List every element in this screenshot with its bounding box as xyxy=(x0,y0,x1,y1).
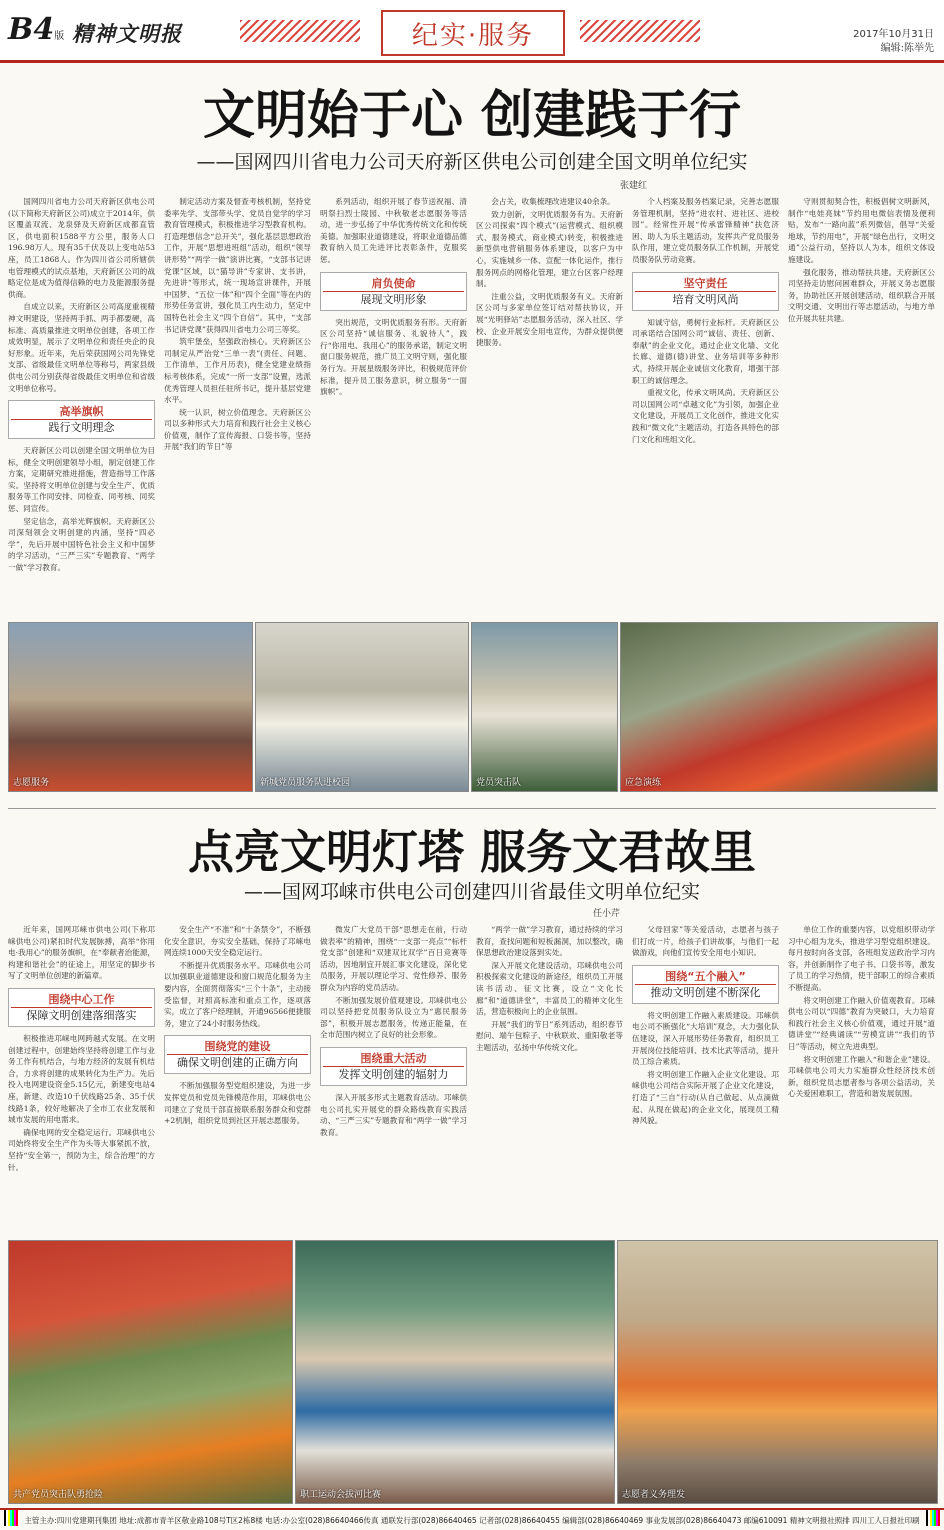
paragraph: 会占关，收集梳理改进建议40余条。 xyxy=(491,197,615,206)
paragraph: “两学一做”学习教育，通过持续的学习教育，查找问题和短板漏洞，加以整改，确保思想政治建设落到实处。 xyxy=(476,925,623,958)
paragraph: 父母回家”等关爱活动，志愿者与孩子们打成一片，给孩子们讲故事，与他们一起做游戏，向他们宣传安全用电小知识。 xyxy=(632,925,779,958)
story1-body xyxy=(8,196,936,616)
story2-photo-volunteer-haircut xyxy=(617,1240,938,1504)
section-divider xyxy=(8,808,936,809)
paragraph: 知诚守信，勇树行业标杆。天府新区公司承诺结合国网公司“诚信、责任、创新、奉献”的企业文化，通过企业文化墙、文化长廊、道德(德)讲堂、业务培训等多种形式，持续开展企业诚信文化教育，增强干部职工的诚信理念。 xyxy=(632,317,779,385)
story2-subhead-3 xyxy=(320,1047,467,1086)
story2-column-1 xyxy=(8,924,155,1234)
paragraph: 守则贯彻契合性，积极倡树文明新风，制作“电娃亮妹”节约用电微信表情及便利贴，发布“一路向蓝”系列微信，倡导“关爱地球，节约用电”，开展“绿色出行，文明交通”公益行动，坚持以人为本，组织文体设施建设。 xyxy=(788,197,935,264)
paragraph: 近年来，国网邛崃市供电公司(下称邛崃供电公司)紧扣时代发展脉搏，高举“你用电·我用心”的服务旗帜，在“奉献者治能源，构建和谐社会”的征途上，用坚定的脚步书写了文明单位创建的新篇章。 xyxy=(8,925,155,981)
photo-caption: 党员突击队 xyxy=(476,778,522,788)
section-title xyxy=(381,10,565,56)
subhead-line2: 推动文明创建不断深化 xyxy=(635,984,776,1000)
paragraph: 不断提升优质服务水平。邛崃供电公司以加强职业道德建设和窗口规范化服务为主要内容，全面贯彻落实“三个十条”，主动接受监督，对照高标准和重点工作，逐项落实，成立了客户经理制，开通96566便捷服务，建立了24小时服务热线。 xyxy=(164,960,311,1028)
footer-text: 主管主办:四川党建期刊集团 地址:成都市青羊区敬业路108号T区2栋8楼 电话:办公室(028)86640466传真 通联发行部(028)86640465 记者部(028)86640455 编辑部(028)86640469 事业发展部(028)86640473 邮编610091 精神文明报社照排 四川工人日报社印刷 xyxy=(24,1515,920,1525)
subhead-line1: 围绕“五个融入” xyxy=(665,969,746,983)
story1-column-2 xyxy=(164,196,311,616)
story1-photo-emergency-drill xyxy=(620,622,938,792)
paragraph: 单位工作的重要内容，以党组织带动学习中心组为龙头，推进学习型党组织建设。每月按时向各支部，各班组发送政治学习内容，并创新制作了电子书、口袋书等，激发了员工的学习热情，使干部职工的综合素质不断提高。 xyxy=(788,925,935,992)
subhead-line2: 保障文明创建落细落实 xyxy=(11,1007,152,1023)
section-title-text: 纪实·服务 xyxy=(411,20,535,51)
photo-caption: 志愿服务 xyxy=(13,778,50,788)
photo-caption: 职工运动会拔河比赛 xyxy=(300,1490,382,1500)
subhead-line2: 践行文明理念 xyxy=(11,419,152,435)
story2-column-3 xyxy=(320,924,467,1234)
paragraph: 将文明创建工作融入价值观教育。邛崃供电公司以“四德”教育为突破口，大力培育和践行社会主义核心价值观，通过开展“道德讲堂”“经典诵读”“劳模宣讲”“我们的节日”等活动，树立先进典型。 xyxy=(788,995,935,1051)
story1-subhead-2 xyxy=(320,272,467,311)
date-block xyxy=(853,28,934,56)
story1-subhead-1 xyxy=(8,400,155,439)
paragraph: 致力创新，文明优质服务有为。天府新区公司探索“四个模式”(运营模式、组织模式、服务模式、商业模式)转变，积极推进新型供电营销服务体系建设，以客户为中心，实施城乡一体、宣配一体化运作，推行服务网点的网格化管理，建立台区客户经理制。 xyxy=(476,209,623,289)
photo-caption: 共产党员突击队勇抢险 xyxy=(13,1490,104,1500)
decorative-hatch-left xyxy=(240,20,360,42)
paragraph: 微发广大党员干部“思想走在前，行动做表率”的精神，围绕“一支部一亮点”“标杆党支部”创建和“双建双比双学”百日竞赛等活动，因地制宜开展汇事文化建设，深化党员服务，开展以理论学习、党性修养、服务群众为内容的党员活动。 xyxy=(320,925,467,992)
subhead-line1: 高举旗帜 xyxy=(59,405,104,419)
paragraph: 确保电网的安全稳定运行。邛崃供电公司始终将安全生产作为头等大事紧抓不放，坚持“安全第一，预防为主，综合治理”的方针。 xyxy=(8,1127,155,1172)
paragraph: 自成立以来，天府新区公司高度重视精神文明建设，坚持两手抓、两手都要硬，高标准、高质量推进文明单位创建，各项工作成效明显，展示了文明单位和责任央企的良好形象。近年来，先后荣获国网公司先锋党支部、省级最佳文明单位等称号，两家县级供电公司分别获得省级最佳文明单位和省级文明单位称号。 xyxy=(8,302,155,393)
story1-column-1 xyxy=(8,196,155,616)
story2-photo-tug-of-war xyxy=(295,1240,615,1504)
paragraph: 制定活动方案及督查考核机制，坚持党委率先学、支部带头学、党员自觉学的学习教育管理模式，积极推进学习型教育机构。打造理想信念“总开关”，强化基层思想政治工作，开展“思想进班组”活动，组织“领导讲形势”“两学一做”演讲比赛，“支部书记讲党课”区域，以“猫导讲”专家讲、支书讲，先进讲“等形式，统一现场宣讲课件，开展中国梦、“五位一体”和“四个全面”等在内的形势任务宣讲，强化员工内生动力，坚定中国特色社会主义“四个自信”。其中，“支部书记讲党课”获得四川省电力公司三等奖。 xyxy=(164,197,311,334)
story1-photo-campus-team xyxy=(255,622,469,792)
story1-subtitle: ——国网四川省电力公司天府新区供电公司创建全国文明单位纪实 xyxy=(196,151,748,173)
story2-column-5 xyxy=(632,924,779,1234)
story1-column-3 xyxy=(320,196,467,616)
page-number-value: B4 xyxy=(8,12,55,47)
paragraph: 积极推进邛崃电网跨越式发展。在文明创建过程中，创建始终坚持将创建工作与业务工作有机结合，与地方经济的发展有机结合，力求将创建的成果转化为生产力。先后投入电网建设资金5.15亿元，新建变电站4座，新建、改造10千伏线路25条、35千伏线路1条，较好地解决了全市工农业发展和城市发展的用电需求。 xyxy=(8,1033,155,1125)
subhead-line1: 肩负使命 xyxy=(371,276,416,290)
paragraph: 统一认识，树立价值理念。天府新区公司以多种形式大力培育和践行社会主义核心价值观，制作了宣传海报、口袋书等，坚持开展“我们的节日”等 xyxy=(164,407,311,452)
subhead-line1: 围绕中心工作 xyxy=(48,992,115,1006)
paragraph: 将文明创建工作融入企业文化建设。邛崃供电公司结合实际开展了企业文化建设，打造了“三自”行动(从自己做起、从点滴做起、从现在做起)的企业文化，展现员工精神风貌。 xyxy=(632,1069,779,1126)
photo-caption: 应急演练 xyxy=(625,778,662,788)
story1-headline: 文明始于心 创建践于行 xyxy=(202,86,742,146)
paragraph: 将文明创建工作融入“和谐企业”建设。邛崃供电公司大力实施群众性经济技术创新，组织党员志愿者参与各项公益活动，关心关爱困难职工，营造和谐发展氛围。 xyxy=(788,1054,935,1099)
paragraph: 个人档案及服务档案记录，完善志愿服务管理机制，坚持“进农村、进社区、进校园”。经常性开展“传承雷锋精神”扶危济困、助人为乐主题活动，发挥共产党员服务队作用，建立党员服务队工作机制，开展党员服务队劳动竞赛。 xyxy=(632,197,779,264)
story2-subhead-2 xyxy=(164,1035,311,1074)
story1-author: 张建红 xyxy=(620,181,648,191)
story2-photo-repair-team xyxy=(8,1240,293,1504)
footer xyxy=(0,1508,944,1530)
paragraph: 突出规范，文明优质服务有形。天府新区公司坚持“诚信服务、礼貌待人”，践行“你用电、我用心”的服务承诺，制定文明窗口服务规范，推广员工文明守则，强化服务行为。开展星级服务评比，积极规范评价标准，提升员工服务意识，树立服务“一面旗帜”。 xyxy=(320,317,467,397)
photo-caption: 新城党员服务队进校园 xyxy=(260,778,351,788)
paragraph: 坚定信念，高举光辉旗帜。天府新区公司深刻领会文明创建的内涵，坚持“四必学”，先后开展中国特色社会主义和中国梦的学习活动，“三严三实”专题教育、“两学一做”学习教育。 xyxy=(8,516,155,573)
paragraph: 深入开展多形式主题教育活动。邛崃供电公司扎实开展党的群众路线教育实践活动、“三严三实”专题教育和“两学一做”学习教育。 xyxy=(320,1092,467,1137)
subhead-line2: 确保文明创建的正确方向 xyxy=(167,1054,308,1070)
story1-photo-party-commando xyxy=(471,622,618,792)
paragraph: 国网四川省电力公司天府新区供电公司(以下简称天府新区公司)成立于2014年，供区覆盖双流、龙泉驿及天府新区成都直管区，供电面积1588平方公里，服务人口196.98万人。现有35千伏及以上变电站53座，员工1868人。作为四川省公司所辖供电管理模式的试点基地，天府新区公司的战略定位是成为值得信赖的电力及能源服务提供商。 xyxy=(8,197,155,299)
subhead-line2: 发挥文明创建的辐射力 xyxy=(323,1066,464,1082)
story2-subtitle: ——国网邛崃市供电公司创建四川省最佳文明单位纪实 xyxy=(243,881,700,903)
paragraph: 开展“我们的节日”系列活动，组织春节慰问、端午包粽子、中秋联欢、重阳敬老等主题活动，弘扬中华传统文化。 xyxy=(476,1019,623,1052)
story2-body xyxy=(8,924,936,1234)
subhead-line1: 围绕重大活动 xyxy=(360,1051,427,1065)
paragraph: 深入开展文化建设活动，邛崃供电公司积极探索文化建设的新途径，组织员工开展读书活动、征文比赛，设立“文化长廊”和“道德讲堂”，丰富员工的精神文化生活，营造积极向上的企业氛围。 xyxy=(476,960,623,1017)
page-number xyxy=(8,12,64,47)
story2-column-4 xyxy=(476,924,623,1234)
story2-author: 任小芹 xyxy=(593,909,621,919)
paragraph: 不断加强服务型党组织建设，为进一步发挥党员和党员先锋模范作用，邛崃供电公司建立了党员干部直接联系服务群众和党群+2机制，组织党员到社区开展志愿服务。 xyxy=(164,1081,311,1126)
story2-subhead-4 xyxy=(632,965,779,1004)
masthead xyxy=(0,0,944,63)
story1-column-4 xyxy=(476,196,623,616)
paragraph: 不断加强发展价值观建设。邛崃供电公司以坚持把党员服务队设立为“惠民服务部”，积极开展志愿服务，传递正能量，在全市范围内树立了良好的社会形象。 xyxy=(320,995,467,1040)
story2-column-6 xyxy=(788,924,935,1234)
subhead-line1: 围绕党的建设 xyxy=(204,1040,271,1054)
color-calibration-bar-right xyxy=(926,1510,940,1526)
paragraph: 安全生产“不准”和“十条禁令”，不断强化安全意识，夯实安全基础，保持了邛崃电网连续1000天安全稳定运行。 xyxy=(164,925,311,958)
story1-column-5 xyxy=(632,196,779,616)
paragraph: 强化服务，推动帮扶共建。天府新区公司坚持走访慰问困难群众，开展义务志愿服务，协助社区开展创建活动，组织联合开展文明交通、文明出行等志愿活动，与地方单位开展共驻共建。 xyxy=(788,267,935,323)
issue-date: 2017年10月31日 xyxy=(853,29,934,40)
paragraph: 注重公益，文明优质服务有义。天府新区公司与多家单位签订结对帮扶协议，开展“光明驿站”志愿服务活动，深入社区、学校、企业开展安全用电宣传，为群众提供便捷服务。 xyxy=(476,291,623,348)
paragraph: 系列活动，组织开展了春节送祝福、清明祭扫烈士陵园、中秋敬老志愿服务等活动，进一步弘扬了中华优秀传统文化和传统美德。加强职业道德建设，将职业道德品德教育纳入员工先进评比表彰条件，克服奖惩。 xyxy=(320,197,467,264)
paragraph: 将文明创建工作融入素质建设。邛崃供电公司不断强化“大培训”观念，大力强化队伍建设，深入开展形势任务教育，组织员工开展岗位技能培训、技术比武等活动，提升员工综合素质。 xyxy=(632,1010,779,1067)
page-suffix: 版 xyxy=(54,31,65,42)
editor-credit: 编辑:陈举先 xyxy=(880,43,934,54)
story1-photo-volunteer-service xyxy=(8,622,253,792)
story1-subhead-3 xyxy=(632,272,779,311)
subhead-line1: 坚守责任 xyxy=(683,276,728,290)
paragraph: 天府新区公司以创建全国文明单位为目标，健全文明创建领导小组，制定创建工作方案，定期研究推进措施，营造指导工作落实。坚持将文明单位创建与安全生产、优质服务等工作同安排、同检查、同考核、同奖惩、同宣传。 xyxy=(8,446,155,514)
photo-caption: 志愿者义务理发 xyxy=(622,1490,686,1500)
paragraph: 筑牢堡垒，坚强政治核心。天府新区公司制定从严治党“三单一表”(责任、问题、工作清单，工作月历表)，健全党建业绩指标考核体系，完成“一所一支部”设置，选派优秀管理人员担任驻所书记，提升基层党建水平。 xyxy=(164,337,311,405)
paragraph: 重视文化，传承文明风尚。天府新区公司以国网公司“卓越文化”为引领，加强企业文化建设，开展员工文化创作，推进文化实践和“微文化”主题活动，打造各具特色的部门文化和班组文化。 xyxy=(632,388,779,444)
story2-column-2 xyxy=(164,924,311,1234)
subhead-line2: 展现文明形象 xyxy=(323,291,464,307)
decorative-hatch-right xyxy=(580,20,700,42)
paper-name: 精神文明报 xyxy=(72,21,182,46)
story1-column-6 xyxy=(788,196,935,616)
subhead-line2: 培育文明风尚 xyxy=(635,291,776,307)
story2-headline: 点亮文明灯塔 服务文君故里 xyxy=(187,825,756,879)
story2-subhead-1 xyxy=(8,988,155,1027)
